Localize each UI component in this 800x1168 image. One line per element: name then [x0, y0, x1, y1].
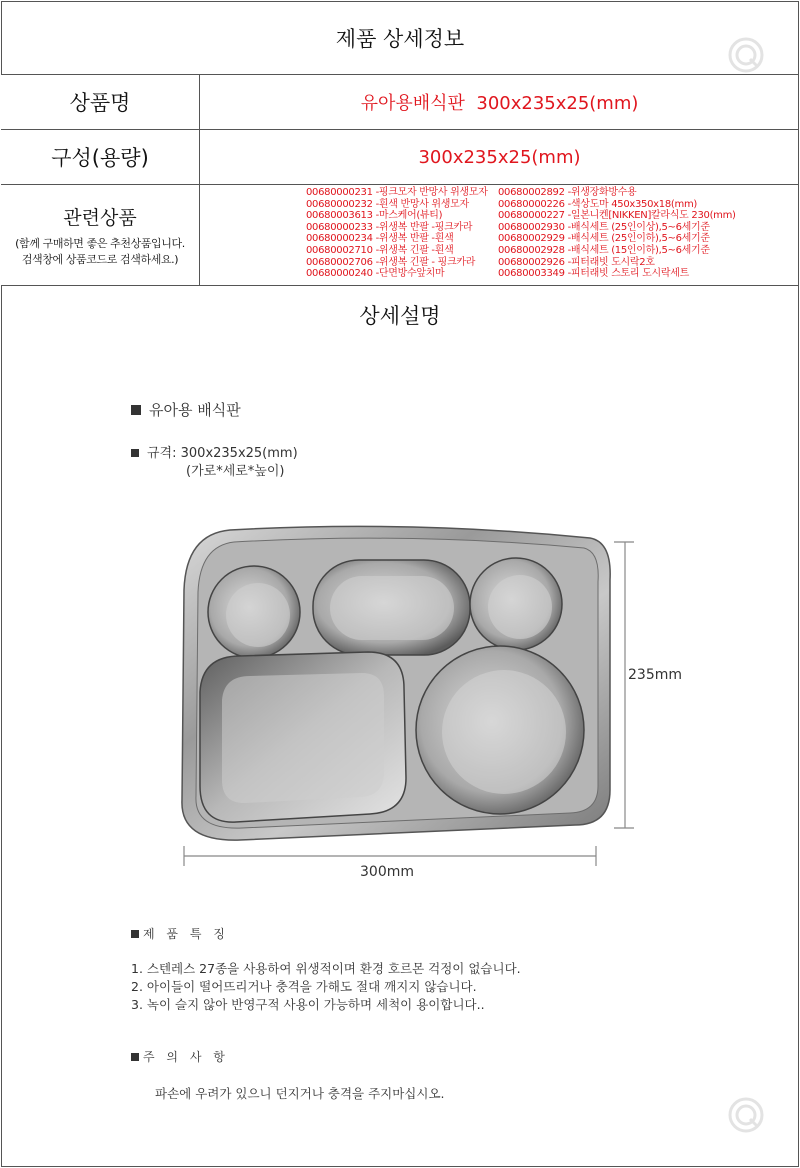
related-item[interactable]: 00680002930 -배식세트 (25인이상),5~6세기준: [498, 221, 710, 233]
related-item[interactable]: 00680002928 -배식세트 (15인이하),5~6세기준: [498, 244, 710, 256]
spec-line-text: 규격: 300x235x25(mm): [147, 446, 298, 461]
features-list: [131, 960, 521, 1014]
related-note-line-1: (함께 구매하면 좋은 추천상품입니다.: [15, 236, 185, 250]
square-bullet-icon: [131, 405, 141, 415]
width-dimension-label: 300mm: [360, 864, 414, 880]
page-title-text: 제품 상세정보: [335, 26, 465, 51]
related-products-row: [1, 185, 799, 286]
page-title: [1, 1, 799, 75]
related-products-note: [15, 236, 185, 268]
related-products-label-cell: [1, 185, 200, 285]
related-products-column-1: [306, 187, 498, 285]
product-name-row: [1, 75, 799, 130]
related-item[interactable]: 00680003349 -피터래빗 스토리 도시락세트: [498, 268, 689, 280]
product-name-value: 유아용배식판 300x235x25(mm): [360, 93, 639, 114]
composition-value: 300x235x25(mm): [418, 146, 581, 168]
caution-heading-text: 주 의 사 항: [143, 1050, 229, 1064]
composition-row: [1, 130, 799, 185]
related-item[interactable]: 00680002926 -피터래빗 도시락2호: [498, 256, 655, 268]
feature-item: 2. 아이들이 떨어뜨리거나 충격을 가해도 절대 깨지지 않습니다.: [131, 979, 477, 994]
square-bullet-icon: [131, 449, 139, 457]
related-products-label: 관련상품: [63, 206, 137, 229]
features-heading-text: 제 품 특 징: [143, 927, 229, 941]
related-item[interactable]: 00680000227 -일본니켄[NIKKEN]칼라식도 230(mm): [498, 210, 736, 222]
product-name-label: 상품명: [1, 75, 200, 129]
related-item[interactable]: 00680002710 -위생복 긴팔 -흰색: [306, 244, 454, 256]
related-item[interactable]: 00680000233 -위생복 반팔 -핑크카라: [306, 221, 473, 233]
q-logo-icon: [727, 1096, 765, 1134]
related-item[interactable]: 00680000231 -핑크모자 반망사 위생모자: [306, 187, 488, 198]
feature-item: 1. 스텐레스 27종을 사용하여 위생적이며 환경 호르몬 걱정이 없습니다.: [131, 961, 521, 976]
height-dimension-label: 235mm: [628, 667, 682, 683]
features-heading: [131, 925, 229, 942]
caution-heading: [131, 1048, 229, 1065]
related-item[interactable]: 00680000232 -흰색 반망사 위생모자: [306, 198, 469, 210]
related-note-line-2: 검색창에 상품코드로 검색하세요.): [21, 252, 179, 266]
q-logo-icon: [727, 36, 765, 74]
caution-text: 파손에 우려가 있으니 던지거나 충격을 주지마십시오.: [155, 1086, 445, 1101]
related-item[interactable]: 00680002706 -위생복 긴팔 - 핑크카라: [306, 256, 476, 268]
related-item[interactable]: 00680000226 -색상도마 450x350x18(mm): [498, 198, 698, 210]
related-item[interactable]: 00680002929 -배식세트 (25인이하),5~6세기준: [498, 233, 710, 245]
feature-item: 3. 녹이 슬지 않아 반영구적 사용이 가능하며 세척이 용이합니다..: [131, 997, 485, 1012]
related-products-column-2: [498, 187, 736, 285]
square-bullet-icon: [131, 1053, 139, 1061]
related-products-list: [200, 185, 799, 285]
related-item[interactable]: 00680000234 -위생복 반팔 -흰색: [306, 233, 454, 245]
composition-label: 구성(용량): [1, 130, 200, 184]
product-line: [131, 399, 241, 420]
spec-line: [131, 442, 298, 461]
detail-section-title: 상세설명: [359, 304, 441, 328]
related-item[interactable]: 00680003613 -마스케어(뷰티): [306, 210, 443, 222]
spec-sub-line: (가로*세로*높이): [186, 464, 285, 479]
product-line-text: 유아용 배식판: [149, 401, 241, 419]
tray-image: [170, 520, 640, 890]
related-item[interactable]: 00680002892 -위생장화방수용: [498, 187, 637, 198]
square-bullet-icon: [131, 930, 139, 938]
related-item[interactable]: 00680000240 -단면방수앞치마: [306, 268, 445, 280]
